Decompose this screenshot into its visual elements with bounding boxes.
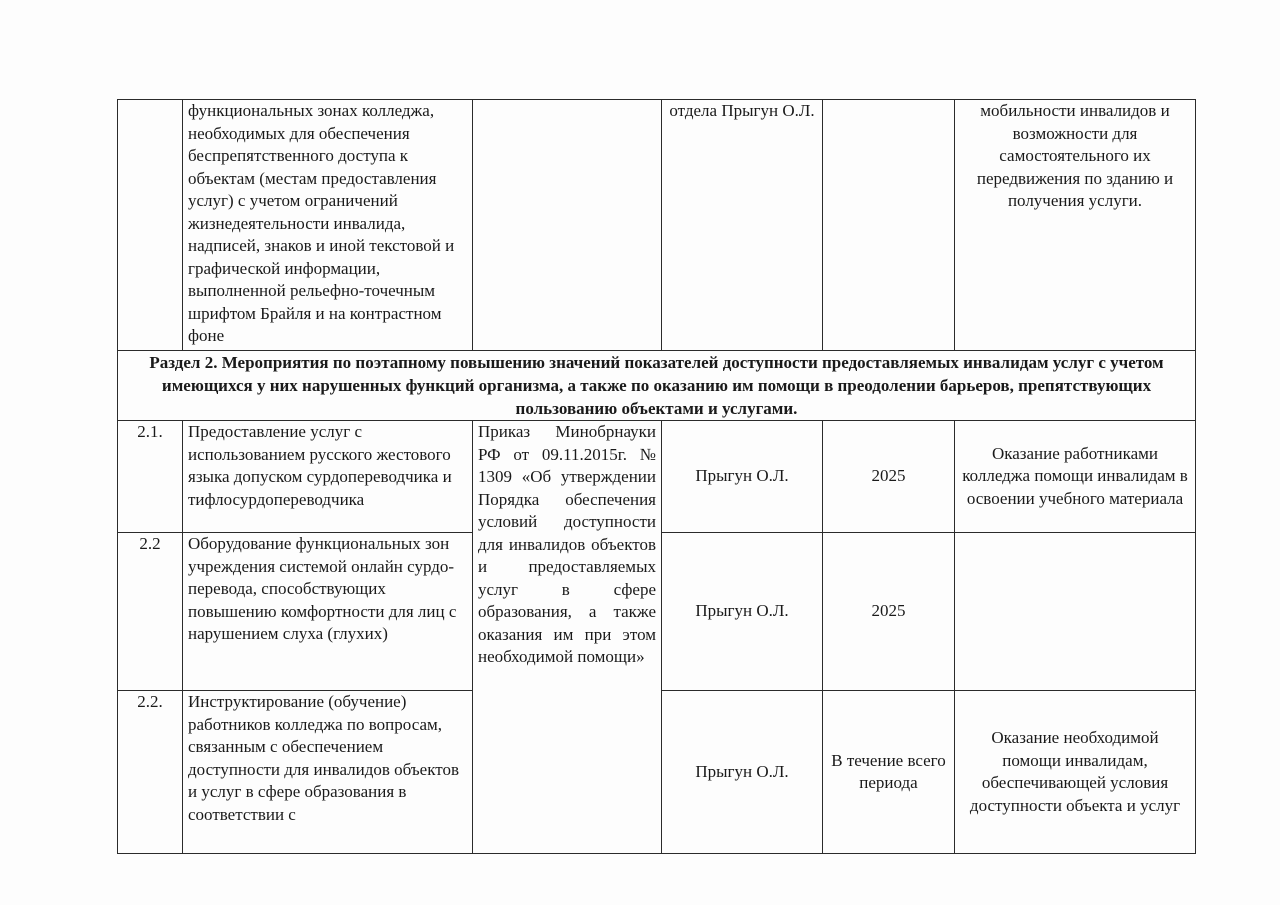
section-2-heading: Раздел 2. Мероприятия по поэтапному повышению значений показателей доступности предоставляемых инвалидам услуг с учетом имеющихся у них нарушенных функций организма, а также по оказанию им помощи в преодолении барьеров, препятствующих пользованию объектами и услугами. (118, 351, 1196, 421)
basis-text: Приказ Минобрнауки РФ от 09.11.2015г. № 1309 «Об утверждении Порядка обеспечения условий доступности для инвалидов объектов и предоставляемых услуг в сфере образования, а также оказания им при этом необходимой помощи» (473, 421, 662, 854)
cell-result (955, 100, 1196, 351)
table-row-continuation (118, 100, 1196, 351)
term-text: 2025 (823, 533, 955, 691)
responsible-text: отдела Прыгун О.Л. (669, 101, 815, 120)
result-text: мобильности инвалидов и возможности для самостоятельного их передвижения по зданию и получения услуги. (976, 101, 1174, 210)
row-number: 2.1. (118, 421, 183, 533)
responsible-text: Прыгун О.Л. (662, 421, 823, 533)
responsible-text: Прыгун О.Л. (662, 691, 823, 854)
result-text: Оказание работниками колледжа помощи инвалидам в освоении учебного материала (955, 421, 1196, 533)
measure-text: Инструктирование (обучение) работников колледжа по вопросам, связанным с обеспечением доступности для инвалидов объектов и услуг в сфере образования в соответствии с (183, 691, 473, 854)
cell-responsible (662, 100, 823, 351)
measure-text: Оборудование функциональных зон учреждения системой онлайн сурдо-перевода, способствующих повышению комфортности для лиц с нарушением слуха (глухих) (183, 533, 473, 691)
measure-text: Предоставление услуг с использованием русского жестового языка допуском сурдопереводчика и тифлосурдопереводчика (183, 421, 473, 533)
section-header-row (118, 351, 1196, 421)
cell-basis (473, 100, 662, 351)
measure-text: функциональных зонах колледжа, необходимых для обеспечения беспрепятственного доступа к объектам (местам предоставления услуг) с учетом ограничений жизнедеятельности инвалида, надписей, знаков и иной текстовой и графической информации, выполненной рельефно-точечным шрифтом Брайля и на контрастном фоне (188, 101, 455, 345)
responsible-text: Прыгун О.Л. (662, 533, 823, 691)
measures-table (117, 99, 1196, 854)
cell-measure (183, 100, 473, 351)
term-text: 2025 (823, 421, 955, 533)
row-number: 2.2 (118, 533, 183, 691)
cell-term (823, 100, 955, 351)
result-text (955, 533, 1196, 691)
row-number: 2.2. (118, 691, 183, 854)
cell-num (118, 100, 183, 351)
term-text: В течение всего периода (823, 691, 955, 854)
result-text: Оказание необходимой помощи инвалидам, обеспечивающей условия доступности объекта и услуг (955, 691, 1196, 854)
table-row (118, 421, 1196, 533)
